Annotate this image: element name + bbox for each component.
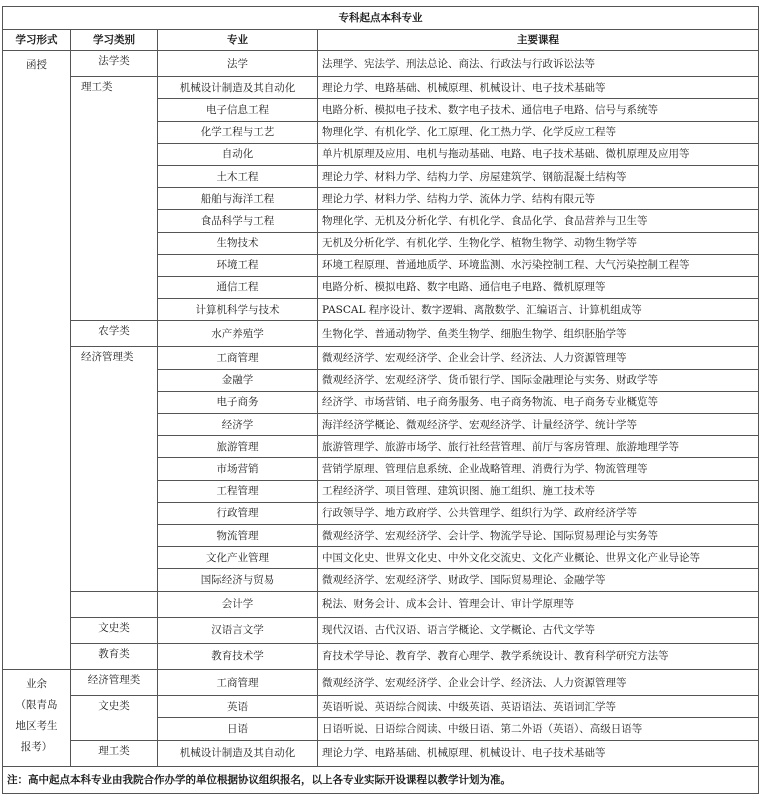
courses-cell: 微观经济学、宏观经济学、企业会计学、经济法、人力资源管理等 (318, 670, 759, 696)
major-cell: 物流管理 (158, 524, 318, 546)
major-cell: 文化产业管理 (158, 547, 318, 569)
courses-cell: 物理化学、无机及分析化学、有机化学、食品化学、食品营养与卫生等 (318, 210, 759, 232)
major-cell: 船舶与海洋工程 (158, 188, 318, 210)
major-cell: 市场营销 (158, 458, 318, 480)
courses-cell: 中国文化史、世界文化史、中外文化交流史、文化产业概论、世界文化产业导论等 (318, 547, 759, 569)
major-cell: 电子商务 (158, 391, 318, 413)
courses-cell: 旅游管理学、旅游市场学、旅行社经营管理、前厅与客房管理、旅游地理学等 (318, 436, 759, 458)
major-cell: 会计学 (158, 591, 318, 617)
courses-cell: 理论力学、电路基础、机械原理、机械设计、电子技术基础等 (318, 77, 759, 99)
header-major: 专业 (158, 30, 318, 51)
major-cell: 国际经济与贸易 (158, 569, 318, 591)
major-cell: 工商管理 (158, 347, 318, 369)
major-cell: 教育技术学 (158, 643, 318, 669)
major-cell: 日语 (158, 718, 318, 740)
courses-cell: 经济学、市场营销、电子商务服务、电子商务物流、电子商务专业概览等 (318, 391, 759, 413)
major-cell: 环境工程 (158, 254, 318, 276)
footnote: 注：高中起点本科专业由我院合作办学的单位根据协议组织报名，以上各专业实际开设课程以教学计划为准。 (3, 766, 759, 793)
major-cell: 计算机科学与技术 (158, 299, 318, 321)
courses-cell: 微观经济学、宏观经济学、会计学、物流学导论、国际贸易理论与实务等 (318, 524, 759, 546)
category-education: 教育类 (71, 643, 158, 669)
courses-cell: 生物化学、普通动物学、鱼类生物学、细胞生物学、组织胚胎学等 (318, 321, 759, 347)
category-empty (71, 591, 158, 617)
majors-table (2, 6, 759, 794)
courses-cell: 单片机原理及应用、电机与拖动基础、电路、电子技术基础、微机原理及应用等 (318, 143, 759, 165)
courses-cell: 现代汉语、古代汉语、语言学概论、文学概论、古代文学等 (318, 617, 759, 643)
courses-cell: 育技术学导论、教育学、教育心理学、教学系统设计、教育科学研究方法等 (318, 643, 759, 669)
major-cell: 法学 (158, 51, 318, 77)
study-form-part-time (3, 670, 71, 767)
courses-cell: 电路分析、模拟电子技术、数字电子技术、通信电子电路、信号与系统等 (318, 99, 759, 121)
header-study-form: 学习形式 (3, 30, 71, 51)
major-cell: 土木工程 (158, 165, 318, 187)
courses-cell: PASCAL 程序设计、数字逻辑、离散数学、汇编语言、计算机组成等 (318, 299, 759, 321)
major-cell: 旅游管理 (158, 436, 318, 458)
category-arts-history-2: 文史类 (71, 696, 158, 740)
major-cell: 英语 (158, 696, 318, 718)
courses-cell: 物理化学、有机化学、化工原理、化工热力学、化学反应工程等 (318, 121, 759, 143)
header-courses: 主要课程 (318, 30, 759, 51)
major-cell: 机械设计制造及其自动化 (158, 740, 318, 766)
table-title: 专科起点本科专业 (3, 7, 759, 30)
major-cell: 水产养殖学 (158, 321, 318, 347)
form2-line: （限青岛 (15, 699, 58, 712)
courses-cell: 理论力学、材料力学、结构力学、流体力学、结构有限元等 (318, 188, 759, 210)
category-economics-management: 经济管理类 (71, 347, 158, 591)
major-cell: 工商管理 (158, 670, 318, 696)
major-cell: 金融学 (158, 369, 318, 391)
courses-cell: 微观经济学、宏观经济学、企业会计学、经济法、人力资源管理等 (318, 347, 759, 369)
courses-cell: 电路分析、模拟电路、数字电路、通信电子电路、微机原理等 (318, 276, 759, 298)
major-cell: 工程管理 (158, 480, 318, 502)
category-arts-history: 文史类 (71, 617, 158, 643)
form2-line: 报考） (20, 741, 53, 754)
courses-cell: 税法、财务会计、成本会计、管理会计、审计学原理等 (318, 591, 759, 617)
header-category: 学习类别 (71, 30, 158, 51)
courses-cell: 微观经济学、宏观经济学、财政学、国际贸易理论、金融学等 (318, 569, 759, 591)
category-agriculture: 农学类 (71, 321, 158, 347)
major-cell: 生物技术 (158, 232, 318, 254)
major-cell: 通信工程 (158, 276, 318, 298)
courses-cell: 无机及分析化学、有机化学、生物化学、植物生物学、动物生物学等 (318, 232, 759, 254)
courses-cell: 日语听说、日语综合阅读、中级日语、第二外语（英语）、高级日语等 (318, 718, 759, 740)
major-cell: 机械设计制造及其自动化 (158, 77, 318, 99)
courses-cell: 微观经济学、宏观经济学、货币银行学、国际金融理论与实务、财政学等 (318, 369, 759, 391)
category-engineering-2: 理工类 (71, 740, 158, 766)
study-form-correspondence: 函授 (3, 51, 71, 670)
major-cell: 行政管理 (158, 502, 318, 524)
major-cell: 电子信息工程 (158, 99, 318, 121)
courses-cell: 海洋经济学概论、微观经济学、宏观经济学、计量经济学、统计学等 (318, 414, 759, 436)
courses-cell: 行政领导学、地方政府学、公共管理学、组织行为学、政府经济学等 (318, 502, 759, 524)
category-economics-management-2: 经济管理类 (71, 670, 158, 696)
category-engineering: 理工类 (71, 77, 158, 321)
major-cell: 食品科学与工程 (158, 210, 318, 232)
category-law: 法学类 (71, 51, 158, 77)
courses-cell: 营销学原理、管理信息系统、企业战略管理、消费行为学、物流管理等 (318, 458, 759, 480)
form2-line: 地区考生 (15, 720, 58, 733)
courses-cell: 理论力学、电路基础、机械原理、机械设计、电子技术基础等 (318, 740, 759, 766)
courses-cell: 法理学、宪法学、刑法总论、商法、行政法与行政诉讼法等 (318, 51, 759, 77)
major-cell: 汉语言文学 (158, 617, 318, 643)
major-cell: 化学工程与工艺 (158, 121, 318, 143)
courses-cell: 环境工程原理、普通地质学、环境监测、水污染控制工程、大气污染控制工程等 (318, 254, 759, 276)
major-cell: 经济学 (158, 414, 318, 436)
courses-cell: 英语听说、英语综合阅读、中级英语、英语语法、英语词汇学等 (318, 696, 759, 718)
courses-cell: 工程经济学、项目管理、建筑识图、施工组织、施工技术等 (318, 480, 759, 502)
form2-line: 业余 (26, 678, 47, 691)
courses-cell: 理论力学、材料力学、结构力学、房屋建筑学、钢筋混凝土结构等 (318, 165, 759, 187)
major-cell: 自动化 (158, 143, 318, 165)
